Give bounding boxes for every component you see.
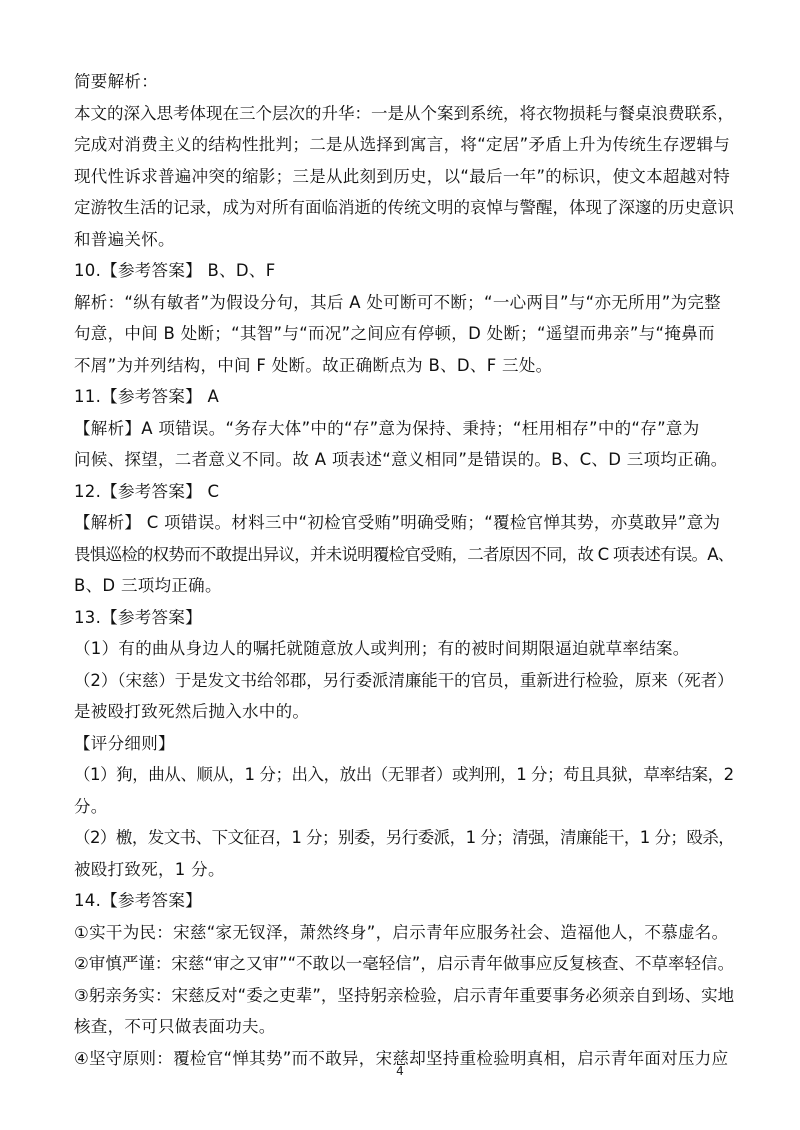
- paragraph: [74, 917, 734, 949]
- page-number: 4: [396, 1064, 404, 1078]
- text-line: （1）狥，曲从、顺从，1 分；出入，放出（无罪者）或判刑，1 分；苟且具狱，草率结案，2: [74, 765, 734, 784]
- paragraph: [74, 665, 734, 728]
- text-line: 10.【参考答案】 B、D、F: [74, 261, 276, 280]
- text-line: 完成对消费主义的结构性批判；二是从选择到寓言，将“定居”矛盾上升为传统生存逻辑与: [74, 135, 731, 154]
- text-line: 简要解析：: [74, 72, 158, 91]
- text-line: ③躬亲务实：宋慈反对“委之吏辈”，坚持躬亲检验，启示青年重要事务必须亲自到场、实地: [74, 985, 735, 1005]
- text-line: 被殴打致死，1 分。: [74, 859, 225, 879]
- paragraph: [74, 287, 734, 382]
- paragraph: [74, 633, 734, 665]
- text-line: 12.【参考答案】 C: [74, 481, 220, 501]
- paragraph: [74, 885, 734, 917]
- text-line: （2）（宋慈）于是发文书给邻郡，另行委派清廉能干的官员，重新进行检验，原来（死者）: [74, 670, 734, 690]
- text-line: 问候、探望，二者意义不同。故 A 项表述“意义相同”是错误的。B、C、D 三项均正确。: [74, 450, 728, 469]
- paragraph: [74, 381, 734, 413]
- text-line: ②审慎严谨：宋慈“审之又审”“不敢以一毫轻信”，启示青年做事应反复核查、不草率轻信。: [74, 954, 735, 973]
- text-line: 现代性诉求普遍冲突的缩影；三是从此刻到历史，以“最后一年”的标识，使文本超越对特: [74, 166, 731, 186]
- text-line: 是被殴打致死然后抛入水中的。: [74, 702, 310, 721]
- paragraph: [74, 476, 734, 508]
- text-line: 解析：“纵有敏者”为假设分句，其后 A 处可断可不断；“一心两目”与“亦无所用”为完整: [74, 292, 721, 312]
- paragraph: [74, 255, 734, 287]
- text-line: 14.【参考答案】: [74, 891, 202, 910]
- paragraph: [74, 948, 734, 980]
- paragraph: [74, 728, 734, 760]
- answer-analysis-text: [74, 66, 734, 1074]
- text-line: 核查，不可只做表面功夫。: [74, 1017, 276, 1036]
- paragraph: [74, 66, 734, 98]
- text-line: 和普遍关怀。: [74, 229, 175, 249]
- text-line: ④坚守原则：覆检官“惮其势”而不敢异，宋慈却坚持重检验明真相，启示青年面对压力应: [74, 1048, 729, 1068]
- text-line: 定游牧生活的记录，成为对所有面临消逝的传统文明的哀悼与警醒，体现了深邃的历史意识: [74, 198, 734, 217]
- text-line: 13.【参考答案】: [74, 607, 202, 627]
- text-line: 【解析】 C 项错误。材料三中“初检官受贿”明确受贿；“覆检官惮其势，亦莫敢异”意为: [74, 513, 721, 532]
- paragraph: [74, 980, 734, 1043]
- text-line: 【解析】A 项错误。“务存大体”中的“存”意为保持、秉持；“枉用相存”中的“存”意为: [74, 418, 700, 438]
- text-line: 11.【参考答案】 A: [74, 387, 220, 406]
- text-line: （1）有的曲从身边人的嘱托就随意放人或判刑；有的被时间期限逼迫就草率结案。: [74, 639, 690, 658]
- paragraph: [74, 507, 734, 602]
- text-line: B、D 三项均正确。: [74, 576, 222, 595]
- text-line: （2）檄，发文书、下文征召，1 分；别委，另行委派，1 分；清强，清廉能干，1 分；殴杀，: [74, 828, 735, 847]
- text-line: 畏惧巡检的权势而不敢提出异议，并未说明覆检官受贿，二者原因不同，故 C 项表述有误。A、: [74, 544, 734, 564]
- paragraph: [74, 413, 734, 476]
- text-line: 不屑”为并列结构，中间 F 处断。故正确断点为 B、D、F 三处。: [74, 355, 553, 375]
- text-line: ①实干为民：宋慈“家无钗泽，萧然终身”，启示青年应服务社会、造福他人，不慕虚名。: [74, 922, 729, 942]
- paragraph: [74, 822, 734, 885]
- text-line: 句意，中间 B 处断；“其智”与“而况”之间应有停顿，D 处断；“遥望而弗亲”与“掩鼻而: [74, 324, 715, 343]
- text-line: 分。: [74, 796, 108, 816]
- text-line: 【评分细则】: [74, 733, 175, 753]
- paragraph: [74, 759, 734, 822]
- text-line: 本文的深入思考体现在三个层次的升华：一是从个案到系统，将衣物损耗与餐桌浪费联系，: [74, 103, 734, 123]
- paragraph: [74, 602, 734, 634]
- paragraph: [74, 98, 734, 256]
